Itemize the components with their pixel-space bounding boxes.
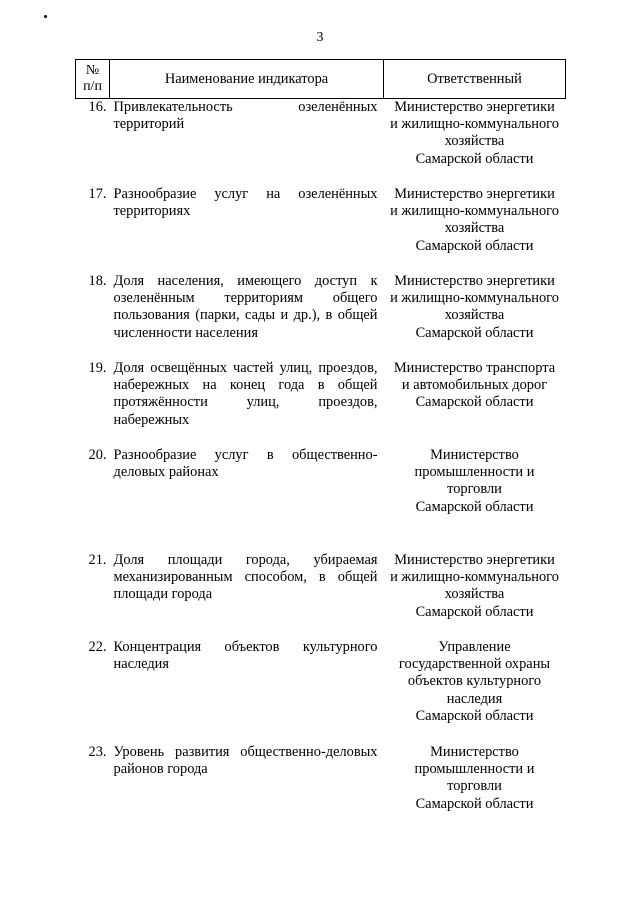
indicator-name-text: Концентрация объектов культурного наследия bbox=[113, 639, 378, 673]
row-number: 20. bbox=[88, 447, 107, 463]
responsible-body: Министерство энергетики и жилищно-коммунального хозяйства Самарской области bbox=[390, 273, 559, 341]
row-number: 21. bbox=[88, 552, 107, 568]
row-number: 23. bbox=[88, 744, 107, 760]
indicator-name bbox=[110, 639, 384, 744]
responsible-body: Министерство транспорта и автомобильных дорог Самарской области bbox=[393, 360, 556, 411]
indicator-name-text: Доля площади города, убираемая механизированным способом, в общей площади города bbox=[113, 552, 378, 603]
indicator-name bbox=[110, 447, 384, 552]
table-row bbox=[76, 360, 566, 447]
table-header-row bbox=[76, 60, 566, 99]
indicator-name bbox=[110, 360, 384, 447]
indicator-name bbox=[110, 99, 384, 187]
header-responsible: Ответственный bbox=[384, 60, 566, 99]
table-row bbox=[76, 99, 566, 187]
indicator-name bbox=[110, 273, 384, 360]
table-row bbox=[76, 552, 566, 639]
indicator-name-text: Доля освещённых частей улиц, проездов, набережных на конец года в общей протяжённости улиц, проездов, набережных bbox=[113, 360, 378, 428]
indicator-name-text: Уровень развития общественно-деловых районов города bbox=[113, 744, 378, 778]
indicator-name bbox=[110, 744, 384, 831]
row-number: 18. bbox=[88, 273, 107, 289]
header-indicator-name: Наименование индикатора bbox=[110, 60, 384, 99]
header-number-text: № п/п bbox=[83, 63, 102, 94]
table-row bbox=[76, 744, 566, 831]
indicators-table bbox=[75, 59, 566, 831]
scan-speck bbox=[44, 15, 47, 18]
row-number: 16. bbox=[88, 99, 107, 115]
indicator-name-text: Привлекательность озеленённых территорий bbox=[113, 99, 378, 133]
responsible-body: Управление государственной охраны объектов культурного наследия Самарской области bbox=[398, 639, 551, 724]
responsible-body: Министерство энергетики и жилищно-коммунального хозяйства Самарской области bbox=[390, 552, 559, 620]
responsible-body: Министерство промышленности и торговли Самарской области bbox=[414, 447, 535, 515]
table-row bbox=[76, 186, 566, 273]
page-number: 3 bbox=[316, 30, 324, 45]
indicator-name-text: Доля населения, имеющего доступ к озеленённым территориям общего пользования (парки, сады и др.), в общей численности населения bbox=[113, 273, 378, 341]
row-number: 19. bbox=[88, 360, 107, 376]
responsible-body: Министерство энергетики и жилищно-коммунального хозяйства Самарской области bbox=[390, 186, 559, 254]
indicator-name bbox=[110, 552, 384, 639]
row-number: 22. bbox=[88, 639, 107, 655]
header-number bbox=[76, 60, 110, 99]
indicator-name-text: Разнообразие услуг на озеленённых территориях bbox=[113, 186, 378, 220]
indicator-name-text: Разнообразие услуг в общественно-деловых районах bbox=[113, 447, 378, 481]
table-row bbox=[76, 639, 566, 744]
responsible-body: Министерство энергетики и жилищно-коммунального хозяйства Самарской области bbox=[390, 99, 559, 167]
responsible-body: Министерство промышленности и торговли Самарской области bbox=[414, 744, 535, 812]
table-row bbox=[76, 273, 566, 360]
row-number: 17. bbox=[88, 186, 107, 202]
indicator-name bbox=[110, 186, 384, 273]
table-row bbox=[76, 447, 566, 552]
